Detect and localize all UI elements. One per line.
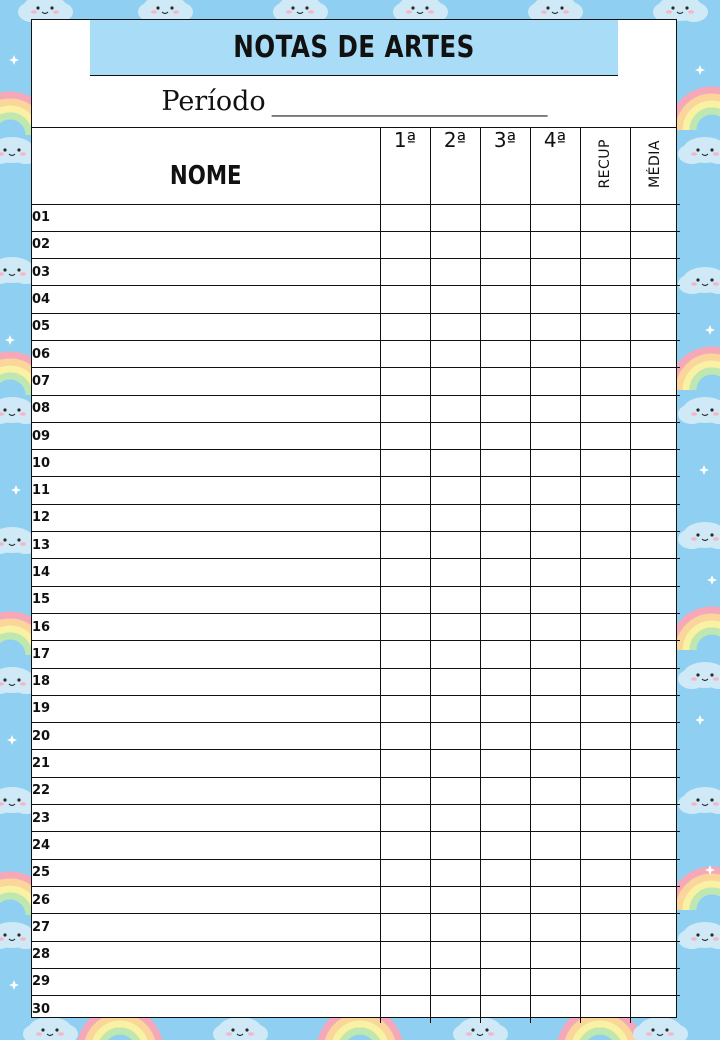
grade-cell-2 [430,941,480,968]
recup-cell [580,340,630,367]
row-number: 22 [32,777,380,804]
media-cell [630,477,680,504]
grade-cell-3 [480,859,530,886]
grade-cell-3 [480,422,530,449]
grade-cell-2 [430,286,480,313]
recup-cell [580,259,630,286]
grade-cell-1 [380,941,430,968]
grade-cell-3 [480,532,530,559]
row-number: 02 [32,231,380,258]
grade-cell-2 [430,832,480,859]
grade-header-2: 2ª [430,128,480,204]
grade-cell-2 [430,996,480,1023]
grade-cell-2 [430,886,480,913]
grade-cell-3 [480,340,530,367]
grade-cell-4 [530,504,580,531]
recup-cell [580,559,630,586]
grade-cell-1 [380,286,430,313]
table-row [32,504,680,531]
media-cell [630,695,680,722]
grade-cell-2 [430,477,480,504]
row-number: 17 [32,641,380,668]
grade-cell-1 [380,477,430,504]
table-row [32,777,680,804]
grade-cell-4 [530,259,580,286]
media-cell [630,313,680,340]
grade-cell-4 [530,368,580,395]
grade-cell-2 [430,914,480,941]
table-row [32,395,680,422]
grade-cell-4 [530,450,580,477]
grade-cell-4 [530,340,580,367]
table-row [32,613,680,640]
recup-cell [580,832,630,859]
grade-cell-2 [430,750,480,777]
grade-cell-2 [430,723,480,750]
grade-cell-1 [380,777,430,804]
grade-cell-3 [480,477,530,504]
table-row [32,968,680,995]
table-row [32,641,680,668]
row-number: 16 [32,613,380,640]
grade-cell-4 [530,313,580,340]
table-row [32,477,680,504]
grade-cell-3 [480,613,530,640]
row-number: 12 [32,504,380,531]
table-row [32,368,680,395]
media-cell [630,368,680,395]
recup-cell [580,914,630,941]
media-cell [630,641,680,668]
grade-cell-4 [530,859,580,886]
media-cell [630,886,680,913]
row-number: 23 [32,805,380,832]
recup-cell [580,204,630,231]
grade-cell-3 [480,968,530,995]
grade-cell-3 [480,559,530,586]
table-row [32,422,680,449]
grade-cell-2 [430,204,480,231]
row-number: 28 [32,941,380,968]
recup-cell [580,886,630,913]
grade-header-3: 3ª [480,128,530,204]
media-cell [630,613,680,640]
table-row [32,941,680,968]
recup-cell [580,941,630,968]
row-number: 26 [32,886,380,913]
media-cell [630,259,680,286]
media-cell [630,504,680,531]
grade-cell-3 [480,450,530,477]
grade-cell-3 [480,723,530,750]
table-row [32,750,680,777]
grade-cell-1 [380,750,430,777]
grade-cell-1 [380,695,430,722]
grade-cell-3 [480,914,530,941]
table-row [32,695,680,722]
media-cell [630,231,680,258]
grade-cell-1 [380,641,430,668]
recup-cell [580,231,630,258]
grade-cell-3 [480,886,530,913]
grade-cell-3 [480,695,530,722]
grade-cell-4 [530,914,580,941]
table-row [32,914,680,941]
grade-cell-1 [380,586,430,613]
grade-cell-4 [530,532,580,559]
page-title: NOTAS DE ARTES [90,20,618,76]
table-row [32,340,680,367]
grade-cell-3 [480,668,530,695]
grade-cell-2 [430,695,480,722]
grade-cell-2 [430,504,480,531]
grade-cell-1 [380,504,430,531]
media-cell [630,859,680,886]
media-header: MÉDIA [630,128,680,204]
grade-cell-1 [380,532,430,559]
row-number: 24 [32,832,380,859]
row-number: 30 [32,996,380,1023]
table-row [32,231,680,258]
grade-cell-2 [430,259,480,286]
media-cell [630,204,680,231]
media-cell [630,559,680,586]
row-number: 13 [32,532,380,559]
grade-cell-2 [430,395,480,422]
media-cell [630,805,680,832]
grade-sheet [31,19,677,1018]
grade-cell-3 [480,750,530,777]
grade-cell-3 [480,286,530,313]
grade-cell-1 [380,968,430,995]
grade-cell-2 [430,668,480,695]
recup-cell [580,859,630,886]
grade-cell-2 [430,805,480,832]
row-number: 05 [32,313,380,340]
recup-cell [580,723,630,750]
grade-cell-2 [430,968,480,995]
grade-cell-2 [430,313,480,340]
recup-cell [580,641,630,668]
row-number: 27 [32,914,380,941]
recup-header: RECUP [580,128,630,204]
grade-header-1: 1ª [380,128,430,204]
grade-cell-2 [430,532,480,559]
media-cell [630,286,680,313]
grade-cell-3 [480,259,530,286]
grade-cell-2 [430,422,480,449]
table-row [32,886,680,913]
table-row [32,450,680,477]
grade-cell-4 [530,668,580,695]
grade-cell-1 [380,450,430,477]
grade-cell-4 [530,422,580,449]
grade-cell-1 [380,886,430,913]
grade-cell-3 [480,996,530,1023]
grade-cell-3 [480,641,530,668]
grade-cell-4 [530,777,580,804]
grade-cell-4 [530,805,580,832]
grade-cell-1 [380,259,430,286]
recup-cell [580,668,630,695]
recup-cell [580,805,630,832]
grade-cell-1 [380,832,430,859]
period-fill-line: ______________________ [271,86,547,117]
grade-cell-4 [530,941,580,968]
media-cell [630,914,680,941]
table-row [32,532,680,559]
grade-cell-4 [530,641,580,668]
row-number: 20 [32,723,380,750]
grade-cell-4 [530,886,580,913]
grade-header-4: 4ª [530,128,580,204]
media-cell [630,668,680,695]
table-row [32,805,680,832]
grade-cell-2 [430,340,480,367]
recup-cell [580,613,630,640]
grade-cell-4 [530,231,580,258]
media-cell [630,941,680,968]
grade-cell-4 [530,613,580,640]
row-number: 29 [32,968,380,995]
grade-cell-2 [430,613,480,640]
recup-cell [580,286,630,313]
grade-cell-1 [380,859,430,886]
row-number: 09 [32,422,380,449]
table-row [32,204,680,231]
row-number: 04 [32,286,380,313]
grade-cell-4 [530,968,580,995]
media-cell [630,340,680,367]
row-number: 21 [32,750,380,777]
row-number: 07 [32,368,380,395]
grade-cell-3 [480,777,530,804]
grade-cell-4 [530,559,580,586]
name-header: NOME [32,128,380,204]
grade-cell-3 [480,941,530,968]
recup-cell [580,968,630,995]
grade-cell-2 [430,777,480,804]
grade-cell-3 [480,231,530,258]
grade-cell-4 [530,286,580,313]
period-label: Período [161,86,266,117]
grade-cell-1 [380,723,430,750]
grade-cell-1 [380,996,430,1023]
grade-cell-1 [380,395,430,422]
media-cell [630,832,680,859]
grade-cell-3 [480,805,530,832]
media-cell [630,532,680,559]
table-header-row [32,128,680,204]
media-cell [630,395,680,422]
grade-cell-3 [480,832,530,859]
media-cell [630,750,680,777]
table-row [32,586,680,613]
grade-cell-4 [530,832,580,859]
media-cell [630,422,680,449]
grade-cell-3 [480,204,530,231]
grade-cell-4 [530,395,580,422]
row-number: 25 [32,859,380,886]
grade-cell-4 [530,586,580,613]
period-field [32,76,676,128]
table-row [32,286,680,313]
row-number: 08 [32,395,380,422]
media-cell [630,586,680,613]
grade-cell-1 [380,422,430,449]
recup-cell [580,368,630,395]
grade-cell-1 [380,340,430,367]
row-number: 10 [32,450,380,477]
media-cell [630,968,680,995]
grade-cell-2 [430,859,480,886]
grade-cell-1 [380,559,430,586]
table-row [32,859,680,886]
grade-cell-1 [380,313,430,340]
grade-cell-3 [480,504,530,531]
grade-cell-1 [380,231,430,258]
grade-cell-4 [530,477,580,504]
table-row [32,723,680,750]
grade-cell-4 [530,750,580,777]
table-row [32,668,680,695]
grade-cell-2 [430,368,480,395]
grade-cell-1 [380,613,430,640]
grade-cell-4 [530,204,580,231]
recup-cell [580,450,630,477]
row-number: 01 [32,204,380,231]
recup-cell [580,532,630,559]
row-number: 19 [32,695,380,722]
grade-cell-1 [380,668,430,695]
recup-cell [580,504,630,531]
recup-cell [580,313,630,340]
grade-cell-1 [380,204,430,231]
grade-cell-2 [430,450,480,477]
grade-cell-1 [380,368,430,395]
grade-cell-2 [430,559,480,586]
media-cell [630,450,680,477]
table-row [32,259,680,286]
grade-cell-3 [480,313,530,340]
recup-cell [580,477,630,504]
grade-cell-2 [430,586,480,613]
row-number: 18 [32,668,380,695]
table-row [32,313,680,340]
recup-cell [580,777,630,804]
grade-cell-1 [380,914,430,941]
grade-cell-2 [430,231,480,258]
recup-cell [580,422,630,449]
grade-cell-1 [380,805,430,832]
grade-cell-3 [480,395,530,422]
recup-cell [580,395,630,422]
grade-cell-4 [530,996,580,1023]
grade-cell-4 [530,695,580,722]
grades-table [32,128,680,1023]
row-number: 06 [32,340,380,367]
media-cell [630,723,680,750]
grade-cell-3 [480,368,530,395]
table-row [32,559,680,586]
table-row [32,832,680,859]
table-row [32,996,680,1023]
media-cell [630,996,680,1023]
recup-cell [580,695,630,722]
recup-cell [580,750,630,777]
media-cell [630,777,680,804]
row-number: 15 [32,586,380,613]
grade-cell-2 [430,641,480,668]
grade-cell-3 [480,586,530,613]
row-number: 03 [32,259,380,286]
grade-cell-4 [530,723,580,750]
recup-cell [580,996,630,1023]
row-number: 14 [32,559,380,586]
recup-cell [580,586,630,613]
row-number: 11 [32,477,380,504]
